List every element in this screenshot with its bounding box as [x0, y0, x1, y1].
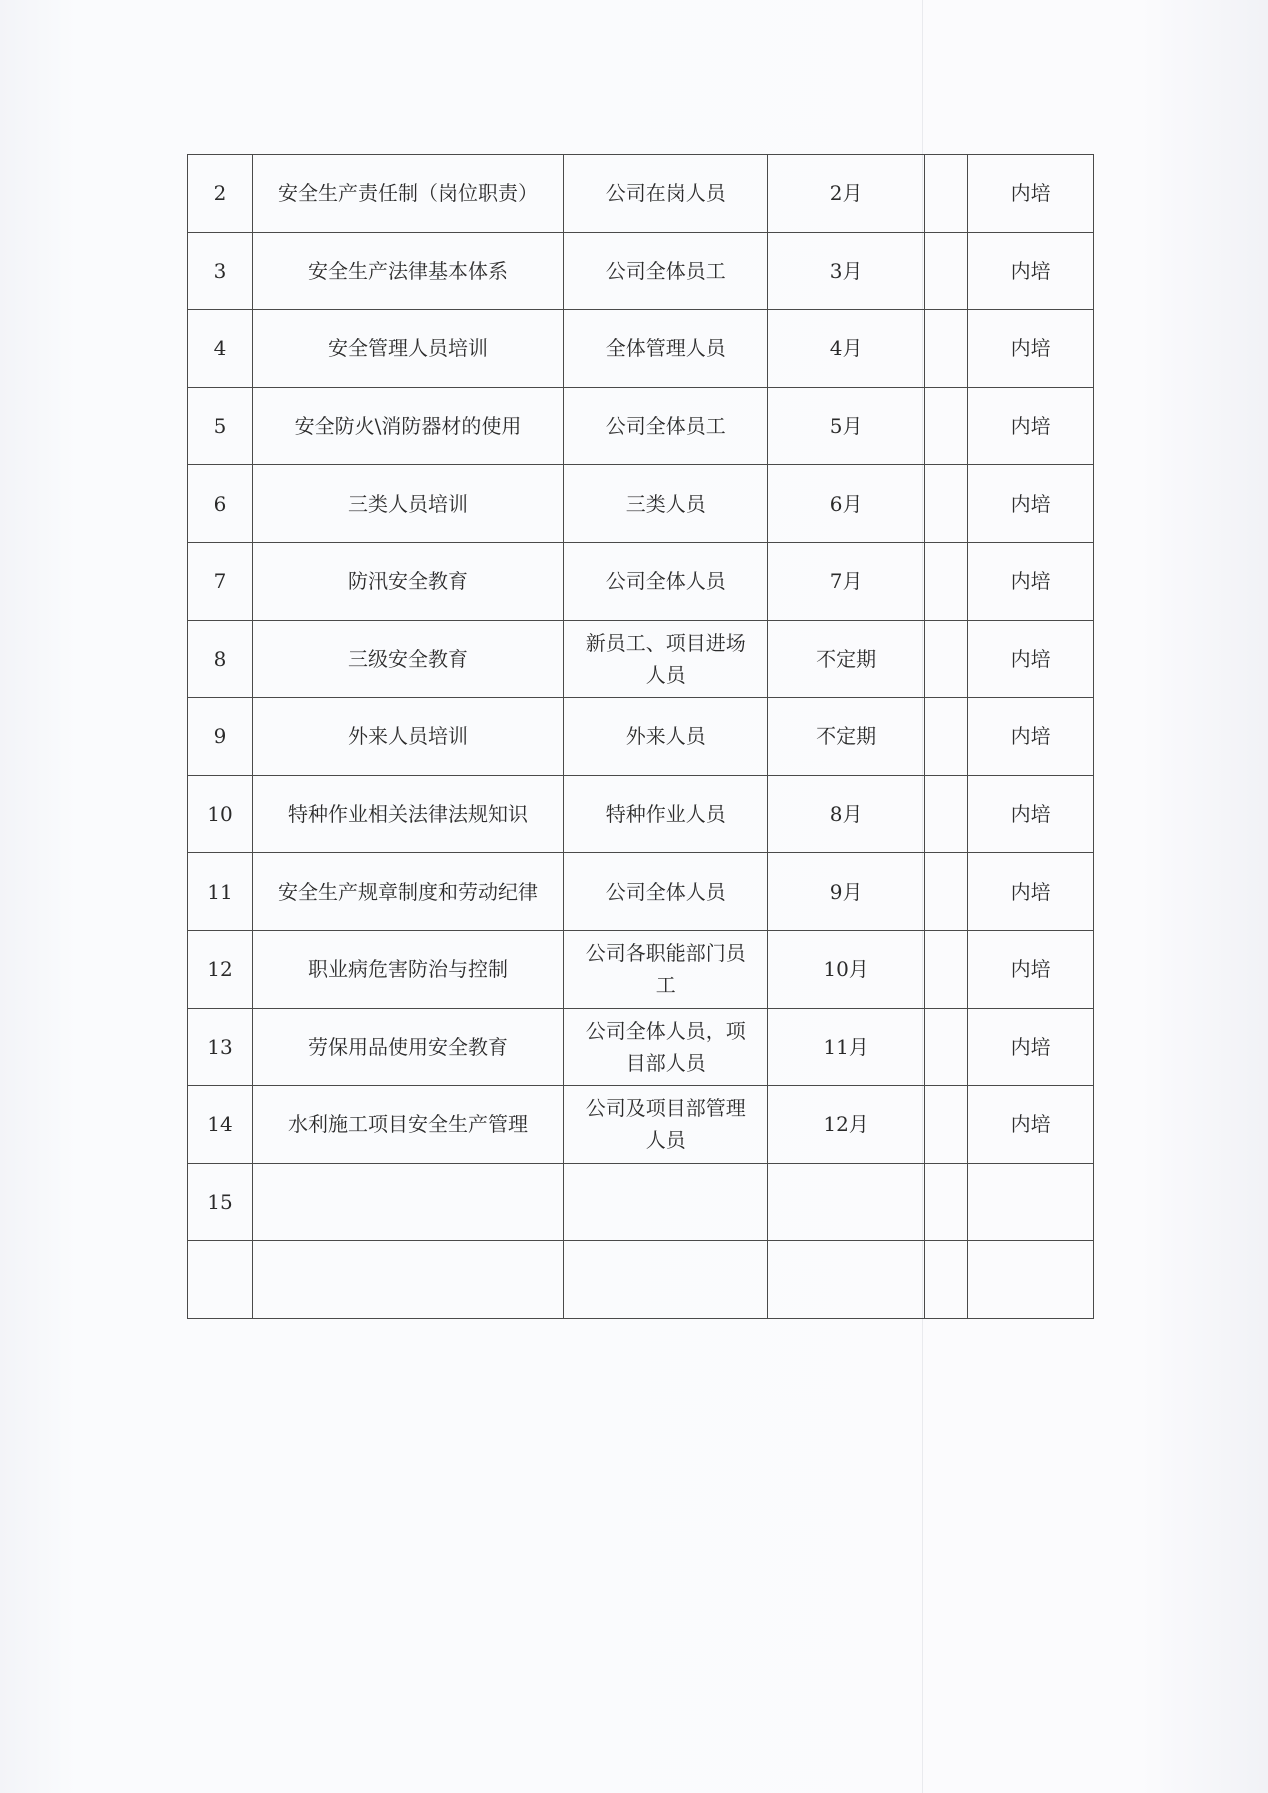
training-form-text: 内培	[1010, 724, 1051, 749]
training-target-text: 公司全体人员	[605, 569, 726, 594]
training-target-cell	[564, 620, 768, 698]
training-target-text: 公司各职能部门员工	[585, 941, 746, 998]
training-form-cell	[968, 1086, 1094, 1164]
training-target-cell	[564, 232, 768, 310]
training-content-cell	[252, 387, 563, 465]
training-target-text: 公司全体员工	[605, 414, 726, 439]
training-form-cell	[968, 387, 1094, 465]
training-form-text: 内培	[1010, 879, 1051, 904]
training-time-cell	[768, 620, 925, 698]
training-time-cell	[768, 232, 925, 310]
training-target-cell	[564, 1008, 768, 1086]
training-content-cell	[252, 698, 563, 776]
training-plan-body	[188, 155, 1094, 1319]
training-target-text: 特种作业人员	[605, 802, 726, 827]
training-time-cell	[768, 1086, 925, 1164]
row-number-cell	[188, 465, 253, 543]
training-target-cell	[564, 310, 768, 388]
training-content-cell	[252, 310, 563, 388]
row-number-cell	[188, 1241, 253, 1319]
training-form-text: 内培	[1010, 1112, 1051, 1137]
training-content-cell	[252, 232, 563, 310]
training-content-cell	[252, 620, 563, 698]
row-number-text: 2	[213, 181, 227, 206]
blank-cell	[924, 1008, 967, 1086]
training-form-text: 内培	[1010, 1034, 1051, 1059]
training-form-cell	[968, 620, 1094, 698]
training-time-text: 不定期	[816, 724, 877, 749]
table-row	[188, 387, 1094, 465]
training-content-cell	[252, 155, 563, 233]
training-target-cell	[564, 465, 768, 543]
training-target-text: 外来人员	[625, 724, 706, 749]
row-number-text: 3	[213, 258, 227, 283]
training-form-text: 内培	[1010, 957, 1051, 982]
blank-cell	[924, 310, 967, 388]
training-form-cell	[968, 775, 1094, 853]
training-target-cell	[564, 698, 768, 776]
blank-cell	[924, 930, 967, 1008]
training-time-cell	[768, 1241, 925, 1319]
training-time-text: 6月	[829, 491, 863, 516]
training-time-text: 4月	[829, 336, 863, 361]
row-number-text: 8	[213, 646, 227, 671]
row-number-cell	[188, 1008, 253, 1086]
blank-cell	[924, 853, 967, 931]
training-time-cell	[768, 387, 925, 465]
training-content-cell	[252, 1163, 563, 1241]
training-time-text: 10月	[823, 957, 869, 982]
training-time-text: 8月	[829, 802, 863, 827]
blank-cell	[924, 155, 967, 233]
training-form-text: 内培	[1010, 181, 1051, 206]
training-time-cell	[768, 465, 925, 543]
blank-cell	[924, 542, 967, 620]
training-time-cell	[768, 930, 925, 1008]
training-content-text: 职业病危害防治与控制	[308, 957, 509, 982]
row-number-cell	[188, 542, 253, 620]
training-time-cell	[768, 775, 925, 853]
row-number-text: 7	[213, 569, 227, 594]
blank-cell	[924, 465, 967, 543]
table-row	[188, 542, 1094, 620]
row-number-cell	[188, 387, 253, 465]
row-number-cell	[188, 620, 253, 698]
training-target-cell	[564, 542, 768, 620]
training-content-text: 特种作业相关法律法规知识	[288, 802, 529, 827]
row-number-cell	[188, 1086, 253, 1164]
blank-cell	[924, 620, 967, 698]
blank-cell	[924, 698, 967, 776]
blank-cell	[924, 232, 967, 310]
table-row	[188, 775, 1094, 853]
training-form-text: 内培	[1010, 802, 1051, 827]
row-number-text: 6	[213, 491, 227, 516]
training-target-text: 全体管理人员	[605, 336, 726, 361]
blank-cell	[924, 1086, 967, 1164]
training-target-cell	[564, 930, 768, 1008]
training-target-cell	[564, 155, 768, 233]
training-content-cell	[252, 1241, 563, 1319]
table-row	[188, 310, 1094, 388]
training-content-cell	[252, 1086, 563, 1164]
table-row	[188, 1163, 1094, 1241]
training-content-cell	[252, 930, 563, 1008]
training-target-text: 三类人员	[625, 491, 706, 516]
row-number-text: 4	[213, 336, 227, 361]
training-form-cell	[968, 1163, 1094, 1241]
table-row	[188, 1008, 1094, 1086]
training-time-text: 9月	[829, 879, 863, 904]
training-time-cell	[768, 1008, 925, 1086]
training-form-text: 内培	[1010, 646, 1051, 671]
training-form-cell	[968, 310, 1094, 388]
row-number-cell	[188, 930, 253, 1008]
table-row	[188, 155, 1094, 233]
training-target-cell	[564, 1086, 768, 1164]
training-time-cell	[768, 310, 925, 388]
training-content-text: 安全管理人员培训	[328, 336, 489, 361]
training-content-text: 三类人员培训	[348, 491, 469, 516]
training-target-text: 公司全体员工	[605, 258, 726, 283]
training-form-cell	[968, 1241, 1094, 1319]
training-time-text: 不定期	[816, 646, 877, 671]
training-target-text: 公司全体人员，项目部人员	[585, 1018, 746, 1075]
table-row	[188, 930, 1094, 1008]
row-number-text: 12	[207, 957, 233, 982]
training-time-cell	[768, 1163, 925, 1241]
training-content-text: 安全生产法律基本体系	[308, 258, 509, 283]
row-number-text: 10	[207, 802, 233, 827]
training-time-text: 12月	[823, 1112, 869, 1137]
row-number-cell	[188, 775, 253, 853]
training-target-cell	[564, 387, 768, 465]
row-number-text: 5	[213, 414, 227, 439]
table-row	[188, 465, 1094, 543]
training-content-text: 安全生产规章制度和劳动纪律	[278, 879, 539, 904]
table-row	[188, 853, 1094, 931]
training-form-text: 内培	[1010, 491, 1051, 516]
training-form-cell	[968, 542, 1094, 620]
training-form-text: 内培	[1010, 336, 1051, 361]
table-row	[188, 620, 1094, 698]
training-time-text: 11月	[823, 1034, 869, 1059]
training-time-text: 7月	[829, 569, 863, 594]
training-time-cell	[768, 542, 925, 620]
training-content-cell	[252, 542, 563, 620]
blank-cell	[924, 1241, 967, 1319]
training-content-text: 水利施工项目安全生产管理	[288, 1112, 529, 1137]
blank-cell	[924, 1163, 967, 1241]
training-content-text: 防汛安全教育	[348, 569, 469, 594]
training-target-cell	[564, 1241, 768, 1319]
row-number-text: 11	[207, 879, 233, 904]
training-target-cell	[564, 1163, 768, 1241]
row-number-text: 14	[207, 1112, 233, 1137]
training-time-text: 2月	[829, 181, 863, 206]
training-time-cell	[768, 698, 925, 776]
training-form-text: 内培	[1010, 414, 1051, 439]
training-form-cell	[968, 853, 1094, 931]
training-form-cell	[968, 1008, 1094, 1086]
training-form-cell	[968, 465, 1094, 543]
training-time-cell	[768, 853, 925, 931]
training-time-text: 5月	[829, 414, 863, 439]
training-form-cell	[968, 155, 1094, 233]
training-content-cell	[252, 465, 563, 543]
row-number-cell	[188, 155, 253, 233]
training-target-text: 新员工、项目进场人员	[585, 630, 746, 687]
row-number-cell	[188, 1163, 253, 1241]
training-time-cell	[768, 155, 925, 233]
row-number-text: 9	[213, 724, 227, 749]
row-number-text: 13	[207, 1034, 233, 1059]
row-number-text: 15	[207, 1190, 233, 1215]
training-target-text: 公司在岗人员	[605, 181, 726, 206]
row-number-cell	[188, 698, 253, 776]
training-form-text: 内培	[1010, 569, 1051, 594]
training-content-text: 劳保用品使用安全教育	[308, 1034, 509, 1059]
training-content-text: 安全防火\消防器材的使用	[294, 414, 522, 439]
blank-cell	[924, 387, 967, 465]
training-content-text: 三级安全教育	[348, 646, 469, 671]
training-form-cell	[968, 930, 1094, 1008]
training-plan-table	[187, 154, 1094, 1319]
row-number-cell	[188, 310, 253, 388]
row-number-cell	[188, 853, 253, 931]
training-form-cell	[968, 698, 1094, 776]
training-content-cell	[252, 853, 563, 931]
table-row	[188, 1241, 1094, 1319]
training-target-text: 公司及项目部管理人员	[585, 1096, 746, 1153]
training-content-cell	[252, 775, 563, 853]
training-target-cell	[564, 775, 768, 853]
training-content-text: 外来人员培训	[348, 724, 469, 749]
training-content-text: 安全生产责任制（岗位职责）	[278, 181, 539, 206]
table-row	[188, 1086, 1094, 1164]
training-target-cell	[564, 853, 768, 931]
training-form-cell	[968, 232, 1094, 310]
training-target-text: 公司全体人员	[605, 879, 726, 904]
table-row	[188, 232, 1094, 310]
training-form-text: 内培	[1010, 258, 1051, 283]
training-time-text: 3月	[829, 258, 863, 283]
blank-cell	[924, 775, 967, 853]
row-number-cell	[188, 232, 253, 310]
training-content-cell	[252, 1008, 563, 1086]
table-row	[188, 698, 1094, 776]
